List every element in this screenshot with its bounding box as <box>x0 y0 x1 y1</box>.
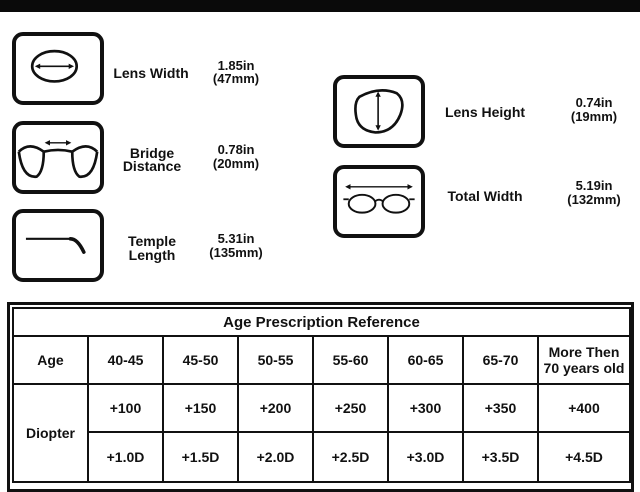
lens-width-value-in: 1.85in <box>217 58 255 73</box>
diopter-cell: +300 <box>388 384 463 432</box>
lens-height-value-mm: (19mm) <box>570 109 618 124</box>
table-row-diopter <box>13 384 630 432</box>
total-width-value-mm: (132mm) <box>567 192 621 207</box>
diopter-row-label: Diopter <box>13 384 88 482</box>
total-width-label: Total Width <box>447 188 523 204</box>
lens-width-value-mm: (47mm) <box>212 71 260 86</box>
diopter-d-cell: +3.5D <box>463 432 538 482</box>
diopter-d-cell: +4.5D <box>538 432 630 482</box>
temple-length-label-line1: Temple <box>128 233 176 249</box>
temple-length-value-in: 5.31in <box>217 231 255 246</box>
diopter-cell: +350 <box>463 384 538 432</box>
temple-length-label-line2: Length <box>128 247 176 263</box>
lens-width-label: Lens Width <box>113 65 189 81</box>
diopter-cell: +100 <box>88 384 163 432</box>
total-width-icon <box>333 165 425 238</box>
age-last-line2: 70 years old <box>543 360 625 376</box>
lens-height-label: Lens Height <box>444 104 526 120</box>
bridge-distance-value-mm: (20mm) <box>212 156 260 171</box>
temple-length-value-mm: (135mm) <box>209 245 263 260</box>
top-bar <box>0 0 640 12</box>
table-row-age <box>13 336 630 384</box>
bridge-distance-value-in: 0.78in <box>217 142 255 157</box>
age-cell: 65-70 <box>463 336 538 384</box>
age-cell: 55-60 <box>313 336 388 384</box>
diopter-d-cell: +3.0D <box>388 432 463 482</box>
diopter-cell: +250 <box>313 384 388 432</box>
bridge-distance-label-line1: Bridge <box>129 145 175 161</box>
age-cell: 45-50 <box>163 336 238 384</box>
lens-height-value-in: 0.74in <box>575 95 613 110</box>
lens-height-icon <box>333 75 425 148</box>
bridge-distance-label-line2: Distance <box>122 158 182 174</box>
age-cell: 40-45 <box>88 336 163 384</box>
age-cell: 60-65 <box>388 336 463 384</box>
age-row-label: Age <box>13 336 88 384</box>
diopter-d-cell: +1.0D <box>88 432 163 482</box>
age-cell: 50-55 <box>238 336 313 384</box>
diopter-d-cell: +2.0D <box>238 432 313 482</box>
table-row-diopter-d <box>13 432 630 482</box>
temple-length-icon <box>12 209 104 282</box>
diopter-cell: +400 <box>538 384 630 432</box>
diopter-d-cell: +2.5D <box>313 432 388 482</box>
total-width-value-in: 5.19in <box>575 178 613 193</box>
table-title: Age Prescription Reference <box>13 308 630 336</box>
age-cell-last <box>538 336 630 384</box>
diopter-cell: +200 <box>238 384 313 432</box>
bridge-distance-icon <box>12 121 104 194</box>
age-prescription-table <box>12 307 631 483</box>
diopter-d-cell: +1.5D <box>163 432 238 482</box>
lens-width-icon <box>12 32 104 105</box>
diopter-cell: +150 <box>163 384 238 432</box>
age-last-line1: More Then <box>548 344 620 360</box>
